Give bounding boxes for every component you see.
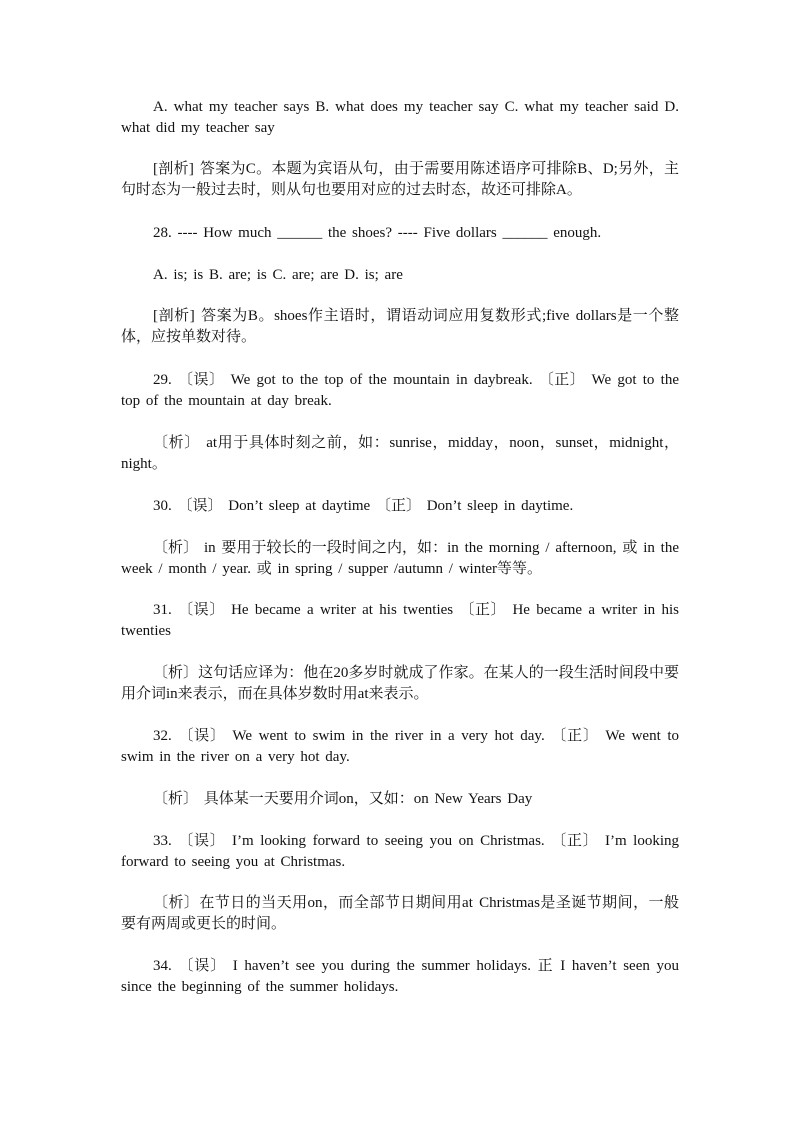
- item-32-paragraph: 32. 〔误〕 We went to swim in the river in a very hot day. 〔正〕 We went to swim in the river on a very hot day.: [121, 728, 679, 765]
- question-28-paragraph: 28. ---- How much ______ the shoes? ---- Five dollars ______ enough.: [153, 225, 602, 241]
- analysis-paragraph: [剖析] 答案为C。本题为宾语从句，由于需要用陈述语序可排除B、D;另外，主句时态为一般过去时，则从句也要用对应的过去时态，故还可排除A。: [121, 161, 679, 198]
- item-31-analysis: 〔析〕这句话应译为：他在20多岁时就成了作家。在某人的一段生活时间段中要用介词in来表示，而在具体岁数时用at来表示。: [121, 665, 679, 702]
- item-33-analysis: 〔析〕在节日的当天用on，而全部节日期间用at Christmas是圣诞节期间，一般要有两周或更长的时间。: [121, 895, 679, 932]
- question-28-options: A. is; is B. are; is C. are; are D. is; are: [153, 267, 403, 283]
- answer-options-paragraph: A. what my teacher says B. what does my teacher say C. what my teacher said D. what did my teacher say: [121, 99, 679, 136]
- item-33-paragraph: 33. 〔误〕 I’m looking forward to seeing you on Christmas. 〔正〕 I’m looking forward to seeing you at Christmas.: [121, 833, 679, 870]
- item-29-analysis: 〔析〕 at用于具体时刻之前，如：sunrise，midday，noon，sunset，midnight，night。: [121, 435, 679, 472]
- question-28-analysis: [剖析] 答案为B。shoes作主语时，谓语动词应用复数形式;five dollars是一个整体，应按单数对待。: [121, 308, 679, 345]
- item-30-paragraph: 30. 〔误〕 Don’t sleep at daytime 〔正〕 Don’t sleep in daytime.: [153, 498, 574, 514]
- item-29-paragraph: 29. 〔误〕 We got to the top of the mountain in daybreak. 〔正〕 We got to the top of the mountain at day break.: [121, 372, 679, 409]
- item-30-analysis: 〔析〕 in 要用于较长的一段时间之内，如：in the morning / afternoon, 或 in the week / month / year. 或 in spring / supper /autumn / winter等等。: [121, 540, 679, 577]
- item-32-analysis: 〔析〕 具体某一天要用介词on，又如：on New Years Day: [153, 791, 533, 807]
- item-31-paragraph: 31. 〔误〕 He became a writer at his twenties 〔正〕 He became a writer in his twenties: [121, 602, 679, 639]
- item-34-paragraph: 34. 〔误〕 I haven’t see you during the summer holidays. 正 I haven’t seen you since the beginning of the summer holidays.: [121, 958, 679, 995]
